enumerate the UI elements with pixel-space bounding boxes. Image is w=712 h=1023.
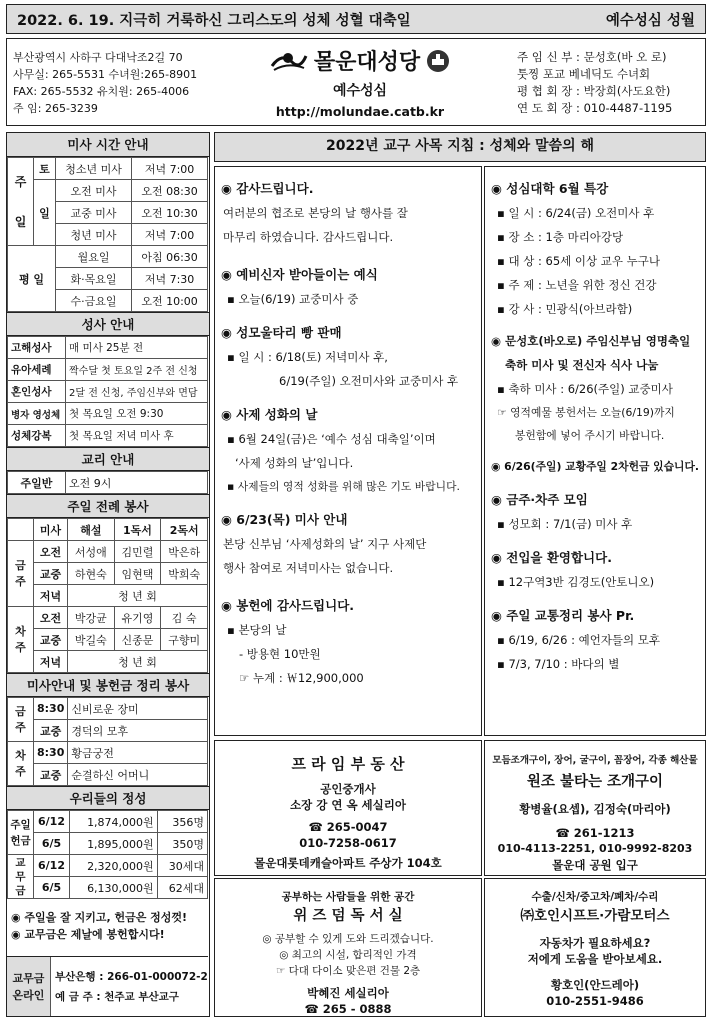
bank-holder: 예 금 주 : 천주교 부산교구 (55, 990, 179, 1003)
ad-clam-restaurant: 모듬조개구이, 장어, 굴구이, 꼼장어, 각종 해산물 원조 불타는 조개구이 황병율(요셉), 김정숙(마리아) ☎ 261-1213 010-4113-2251, 010-9992-8203 몰운대 공원 입구 (484, 740, 706, 876)
money-notes: ◉ 주일을 잘 지키고, 헌금은 정성껏! ◉ 교무금은 제날에 봉헌합시다! (11, 911, 188, 941)
header-title: 2022. 6. 19. 지극히 거룩하신 그리스도의 성체 성혈 대축일 (17, 12, 411, 29)
doctrine-title: 교리 안내 (7, 447, 209, 471)
notice-column-1: ◉ 감사드립니다. 여러분의 협조로 본당의 날 행사를 잘 마무리 하였습니다. 감사드립니다. ◉ 예비신자 받아들이는 예식 ▪ 오늘(6/19) 교중미사 중 ◉ 성모울타리 빵 판매 ▪ 일 시 : 6/18(토) 저녁미사 후, 6/19(주일) 오전미사와 교중미사 후 ◉ 사제 성화의 날 ▪ 6월 24일(금)은 ‘예수 성심 대축일’이며 ‘사제 성화의 날’입니다. ▪ 사제들의 영적 성화를 위해 많은 기도 바랍니다. ◉ 6/23(목) 미사 안내 본당 신부님 ‘사제성화의 날’ 지구 사제단 행사 참여로 저녁미사는 없습니다. ◉ 봉헌에 감사드립니다. ▪ 본당의 날 - 방용현 10만원 ☞ 누계 : ￦12,900,000 (214, 166, 482, 736)
church-logo-icon (270, 48, 308, 74)
pastoral-guideline: 2022년 교구 사목 지침 : 성체와 말씀의 해 (214, 132, 706, 162)
parish-logo-block (255, 45, 465, 119)
header-month: 예수성심 성월 (605, 12, 695, 29)
liturgy-title: 주일 전례 봉사 (7, 494, 209, 518)
ad-real-estate: 프 라 임 부 동 산 공인중개사 소장 강 연 옥 세실리아 ☎ 265-0047 010-7258-0617 몰운대롯데캐슬아파트 주상가 104호 (214, 740, 482, 876)
mass-table: 주 일 토 청소년 미사 저녁 7:00 일 오전 미사 오전 08:30 교중 미사 오전 10:30 청년 미사 저녁 7:00 평 일 월요일 아침 06:30 화·목요일 저녁 7:30 수·금요일 오전 10:00 (7, 157, 208, 312)
sunday-label: 주 일 (8, 158, 34, 246)
header-bar (6, 4, 706, 34)
offer-title: 미사안내 및 봉헌금 정리 봉사 (7, 673, 209, 697)
sacrament-title: 성사 안내 (7, 312, 209, 336)
money-title: 우리들의 정성 (7, 786, 209, 810)
parish-info-box (6, 38, 706, 126)
doctrine-table: 주일반 오전 9시 (7, 471, 208, 494)
staff-info: 주 임 신 부 : 문성호(바 오 로) 툿찡 포교 베네딕도 수녀회 평 협 회 장 : 박장희(사도요한) 연 도 회 장 : 010-4487-1195 (517, 50, 673, 115)
ad-study-room: 공부하는 사람들을 위한 공간 위 즈 덤 독 서 실 ◎ 공부할 수 있게 도와 드리겠습니다. ◎ 최고의 시설, 합리적인 가격 ☞ 다대 다이소 맞은편 건물 2층 박혜진 세실리아 ☎ 265 - 0888 (214, 878, 482, 1017)
left-column (6, 132, 210, 1017)
parish-subtitle: 예수성심 (332, 83, 388, 99)
parish-url[interactable]: http://molundae.catb.kr (275, 104, 445, 119)
money-table: 주일헌금 6/12 1,874,000원 356명 6/5 1,895,000원 350명 교무금 6/12 2,320,000원 30세대 6/5 6,130,000원 62세대 (7, 810, 208, 899)
liturgy-table: 미사 해설 1독서 2독서 금주 오전 서성애 김민렬 박은하 교중 하현숙 임현택 박희숙 저녁 청 년 회 차주 오전 박강균 유기영 김 숙 교중 박길숙 신종문 구향미 저녁 청 년 회 (7, 518, 208, 673)
bank-box: 교무금 온라인 부산은행 : 266-01-000072-2 예 금 주 : 천주교 부산교구 (7, 956, 208, 1016)
ad-motors: 수출/신차/중고차/폐차/수리 ㈜호인시프트·가람모터스 자동차가 필요하세요? 저에게 도움을 받아보세요. 황호인(안드레아) 010-2551-9486 (484, 878, 706, 1017)
offer-table: 금주 8:30 신비로운 장미 교중 경덕의 모후 차주 8:30 황금궁전 교중 순결하신 어머니 (7, 697, 208, 786)
parish-name: 몰운대성당 (313, 50, 421, 75)
notice-column-2: ◉ 성심대학 6월 특강 ▪ 일 시 : 6/24(금) 오전미사 후 ▪ 장 소 : 1층 마리아강당 ▪ 대 상 : 65세 이상 교우 누구나 ▪ 주 제 : 노년을 위한 정신 건강 ▪ 강 사 : 민광식(아브라함) ◉ 문성호(바오로) 주임신부님 영명축일 축하 미사 및 전신자 식사 나눔 ▪ 축하 미사 : 6/26(주일) 교중미사 ☞ 영적예물 봉헌서는 오늘(6/19)까지 봉헌함에 넣어 주시기 바랍니다. ◉ 6/26(주일) 교황주일 2차헌금 있습니다. ◉ 금주·차주 모임 ▪ 성모회 : 7/1(금) 미사 후 ◉ 전입을 환영합니다. ▪ 12구역3반 김경도(안토니오) ◉ 주일 교통정리 봉사 Pr. ▪ 6/19, 6/26 : 예언자들의 모후 ▪ 7/3, 7/10 : 바다의 별 (484, 166, 706, 736)
bank-account: 부산은행 : 266-01-000072-2 (55, 970, 208, 983)
church-emblem-icon (426, 49, 450, 73)
contact-info: 부산광역시 사하구 다대낙조2길 70 사무실: 265-5531 수녀원:265-8901 FAX: 265-5532 유치원: 265-4006 주 임: 265-3239 (13, 51, 198, 115)
mass-title: 미사 시간 안내 (7, 133, 209, 157)
sacrament-table: 고해성사 매 미사 25분 전 유아세례 짝수달 첫 토요일 2주 전 신청 혼인성사 2달 전 신청, 주임신부와 면담 병자 영성체 첫 목요일 오전 9:30 성체강복 첫 목요일 저녁 미사 후 (7, 336, 208, 447)
